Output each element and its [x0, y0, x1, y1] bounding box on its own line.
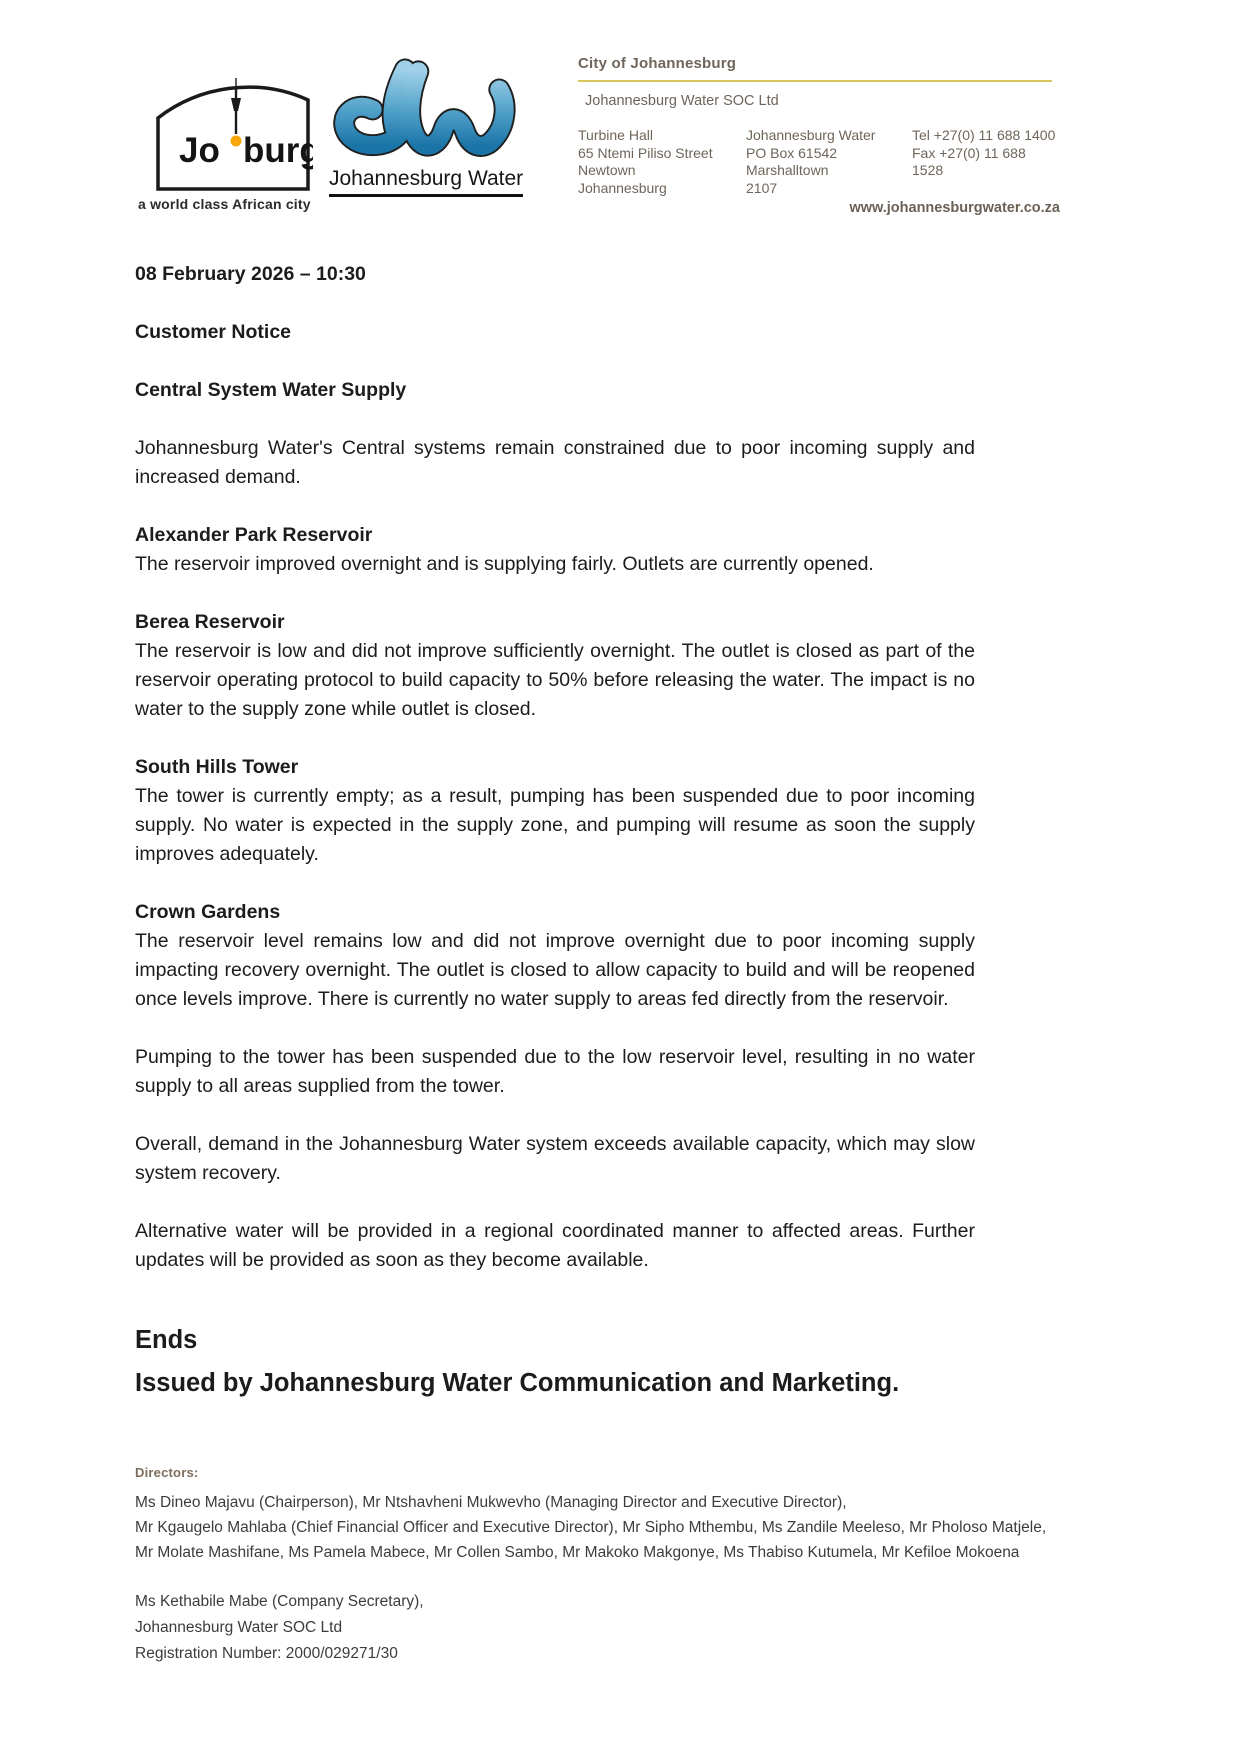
section-berea — [135, 608, 975, 724]
notice-subject: Central System Water Supply — [135, 379, 407, 401]
section-body: The reservoir improved overnight and is supplying fairly. Outlets are currently opened. — [135, 553, 874, 575]
address-line: Newtown — [578, 162, 636, 178]
registration-number: Registration Number: 2000/029271/30 — [135, 1645, 398, 1662]
section-heading: South Hills Tower — [135, 756, 299, 778]
joburg-text-right: burg — [243, 131, 313, 170]
section-body: The tower is currently empty; as a result, pumping has been suspended due to poor incoming supply. No water is expected in the supply zone, and pumping will resume as soon the supply improves adequately. — [135, 785, 975, 865]
website-url: www.johannesburgwater.co.za — [849, 200, 1060, 216]
joburg-tagline: a world class African city — [138, 196, 311, 212]
footer-company-name: Johannesburg Water SOC Ltd — [135, 1619, 343, 1636]
gold-divider — [578, 80, 1052, 82]
intro-paragraph: Johannesburg Water's Central systems remain constrained due to poor incoming supply and increased demand. — [135, 437, 975, 488]
address-line: Johannesburg — [578, 179, 667, 196]
notice-date: 08 February 2026 – 10:30 — [135, 263, 366, 285]
notice-title: Customer Notice — [135, 321, 292, 343]
section-heading: Berea Reservoir — [135, 611, 285, 633]
section-south-hills — [135, 753, 975, 869]
joburg-logo — [153, 64, 313, 196]
section-alexander-park — [135, 521, 975, 579]
address-line: Turbine Hall — [578, 127, 653, 143]
directors-label: Directors: — [135, 1465, 199, 1480]
address-line: 2107 — [746, 179, 778, 196]
section-heading: Crown Gardens — [135, 901, 281, 923]
header-company-name: Johannesburg Water SOC Ltd — [585, 93, 779, 109]
letterhead — [0, 0, 1241, 230]
address-line: Marshalltown — [746, 162, 829, 178]
section-body: The reservoir level remains low and did not improve overnight due to poor incoming supply impacting recovery overnight. The outlet is closed to allow capacity to build and will be reopened once levels improve. There is currently no water supply to areas fed directly from the reservoir. — [135, 930, 975, 1010]
tel-line: Tel +27(0) 11 688 1400 — [912, 127, 1056, 143]
secretary-line: Ms Kethabile Mabe (Company Secretary), — [135, 1593, 424, 1610]
contact-block — [578, 55, 1060, 216]
section-crown-gardens — [135, 898, 975, 1014]
jw-logo-label: Johannesburg Water — [329, 167, 523, 197]
fax-line: Fax +27(0) 11 688 1528 — [912, 144, 1026, 178]
address-line: 65 Ntemi Piliso Street — [578, 144, 713, 161]
joburg-logo-icon — [153, 64, 313, 196]
directors-line: Ms Dineo Majavu (Chairperson), Mr Ntshavheni Mukwevho (Managing Director and Executive Director), — [135, 1494, 847, 1511]
joburg-text-left: Jo — [179, 131, 220, 170]
city-title: City of Johannesburg — [578, 55, 737, 72]
section-heading: Alexander Park Reservoir — [135, 524, 373, 546]
directors-line: Mr Kgaugelo Mahlaba (Chief Financial Officer and Executive Director), Mr Sipho Mthembu, Ms Zandile Meeleso, Mr Pholoso Matjele, — [135, 1519, 1047, 1536]
street-address — [578, 127, 746, 197]
paragraph-alternative: Alternative water will be provided in a regional coordinated manner to affected areas. Further updates will be provided as soon as they become available. — [135, 1220, 975, 1271]
paragraph-pumping: Pumping to the tower has been suspended due to the low reservoir level, resulting in no water supply to all areas supplied from the tower. — [135, 1046, 975, 1097]
address-line: Johannesburg Water — [746, 127, 876, 143]
directors-line: Mr Molate Mashifane, Ms Pamela Mabece, Mr Collen Sambo, Mr Makoko Makgonye, Ms Thabiso Kutumela, Mr Kefiloe Mokoena — [135, 1544, 1020, 1561]
paragraph-overall: Overall, demand in the Johannesburg Water system exceeds available capacity, which may slow system recovery. — [135, 1133, 975, 1184]
company-secretary-block — [135, 1589, 1115, 1667]
directors-footer — [135, 1465, 1115, 1667]
issued-by-line: Issued by Johannesburg Water Communication and Marketing. — [135, 1369, 900, 1397]
section-body: The reservoir is low and did not improve sufficiently overnight. The outlet is closed as part of the reservoir operating protocol to build capacity to 50% before releasing the water. The impact is no water to the supply zone while outlet is closed. — [135, 640, 975, 720]
postal-address — [746, 127, 912, 197]
address-row — [578, 127, 1060, 197]
closing-block — [135, 1319, 975, 1405]
jw-logo — [325, 58, 535, 197]
notice-body — [135, 260, 975, 1405]
address-line: PO Box 61542 — [746, 144, 838, 161]
orange-dot-icon — [231, 136, 242, 147]
jw-wave-icon — [325, 58, 525, 160]
phone-numbers — [912, 127, 1060, 197]
ends-label: Ends — [135, 1326, 198, 1354]
directors-list — [135, 1490, 1115, 1565]
